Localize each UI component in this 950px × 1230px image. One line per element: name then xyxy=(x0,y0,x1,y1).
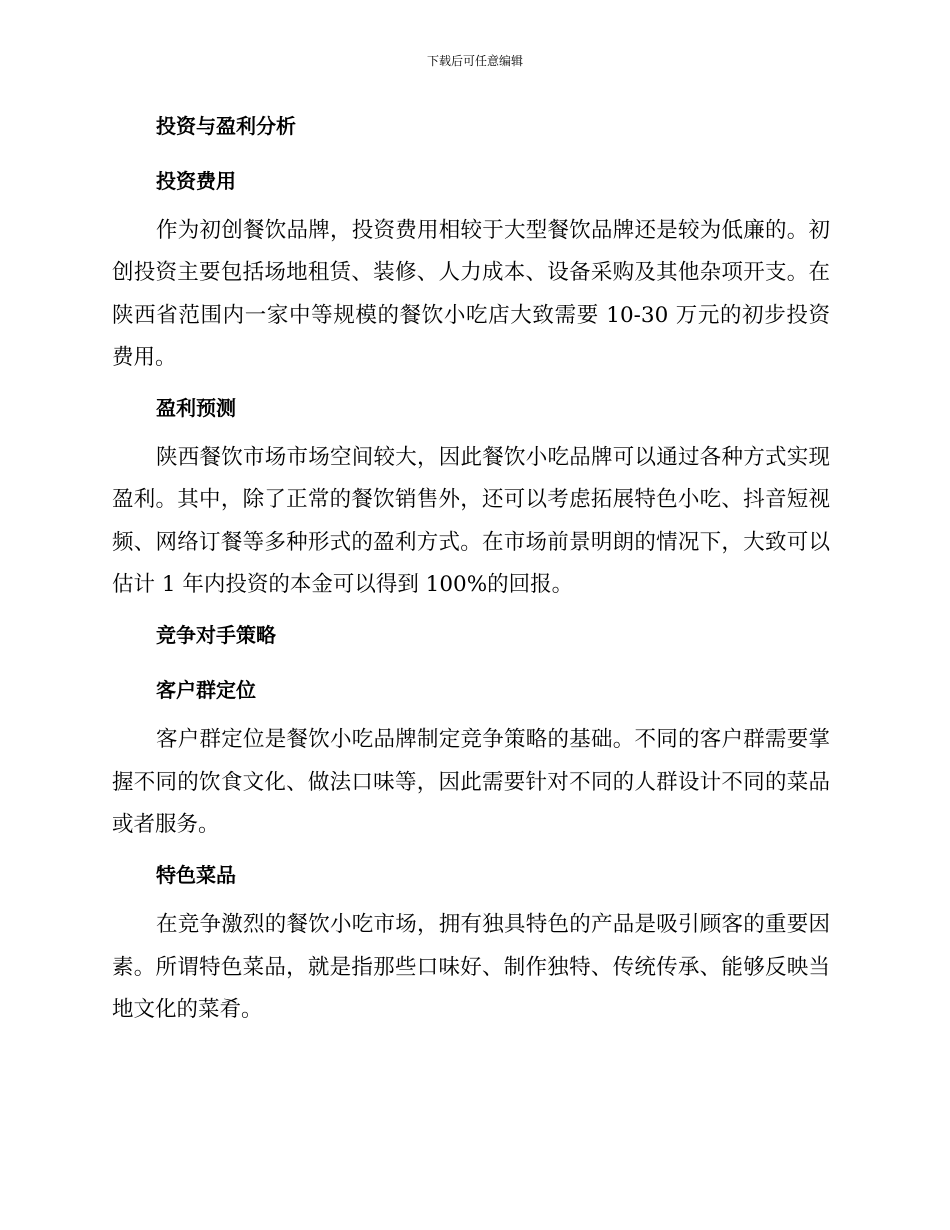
paragraph-signature-dishes: 在竞争激烈的餐饮小吃市场，拥有独具特色的产品是吸引顾客的重要因素。所谓特色菜品，就是指那些口味好、制作独特、传统传承、能够反映当地文化的菜肴。 xyxy=(112,912,830,1022)
heading-competitor-strategy: 竞争对手策略 xyxy=(156,623,276,648)
paragraph-investment-cost: 作为初创餐饮品牌，投资费用相较于大型餐饮品牌还是较为低廉的。初创投资主要包括场地租赁、装修、人力成本、设备采购及其他杂项开支。在陕西省范围内一家中等规模的餐饮小吃店大致需要 10-30 万元的初步投资费用。 xyxy=(112,218,830,370)
paragraph-customer-positioning: 客户群定位是餐饮小吃品牌制定竞争策略的基础。不同的客户群需要掌握不同的饮食文化、做法口味等，因此需要针对不同的人群设计不同的菜品或者服务。 xyxy=(112,727,830,837)
document-body xyxy=(112,110,830,1031)
paragraph-profit-forecast: 陕西餐饮市场市场空间较大，因此餐饮小吃品牌可以通过各种方式实现盈利。其中，除了正常的餐饮销售外，还可以考虑拓展特色小吃、抖音短视频、网络订餐等多种形式的盈利方式。在市场前景明朗的情况下，大致可以估计 1 年内投资的本金可以得到 100%的回报。 xyxy=(112,445,830,598)
heading-investment-profit-analysis: 投资与盈利分析 xyxy=(156,114,296,138)
heading-investment-cost: 投资费用 xyxy=(156,169,236,193)
page-header-note: 下载后可任意编辑 xyxy=(426,54,523,68)
heading-customer-positioning: 客户群定位 xyxy=(156,678,256,703)
heading-signature-dishes: 特色菜品 xyxy=(156,863,236,888)
heading-profit-forecast: 盈利预测 xyxy=(156,396,236,421)
